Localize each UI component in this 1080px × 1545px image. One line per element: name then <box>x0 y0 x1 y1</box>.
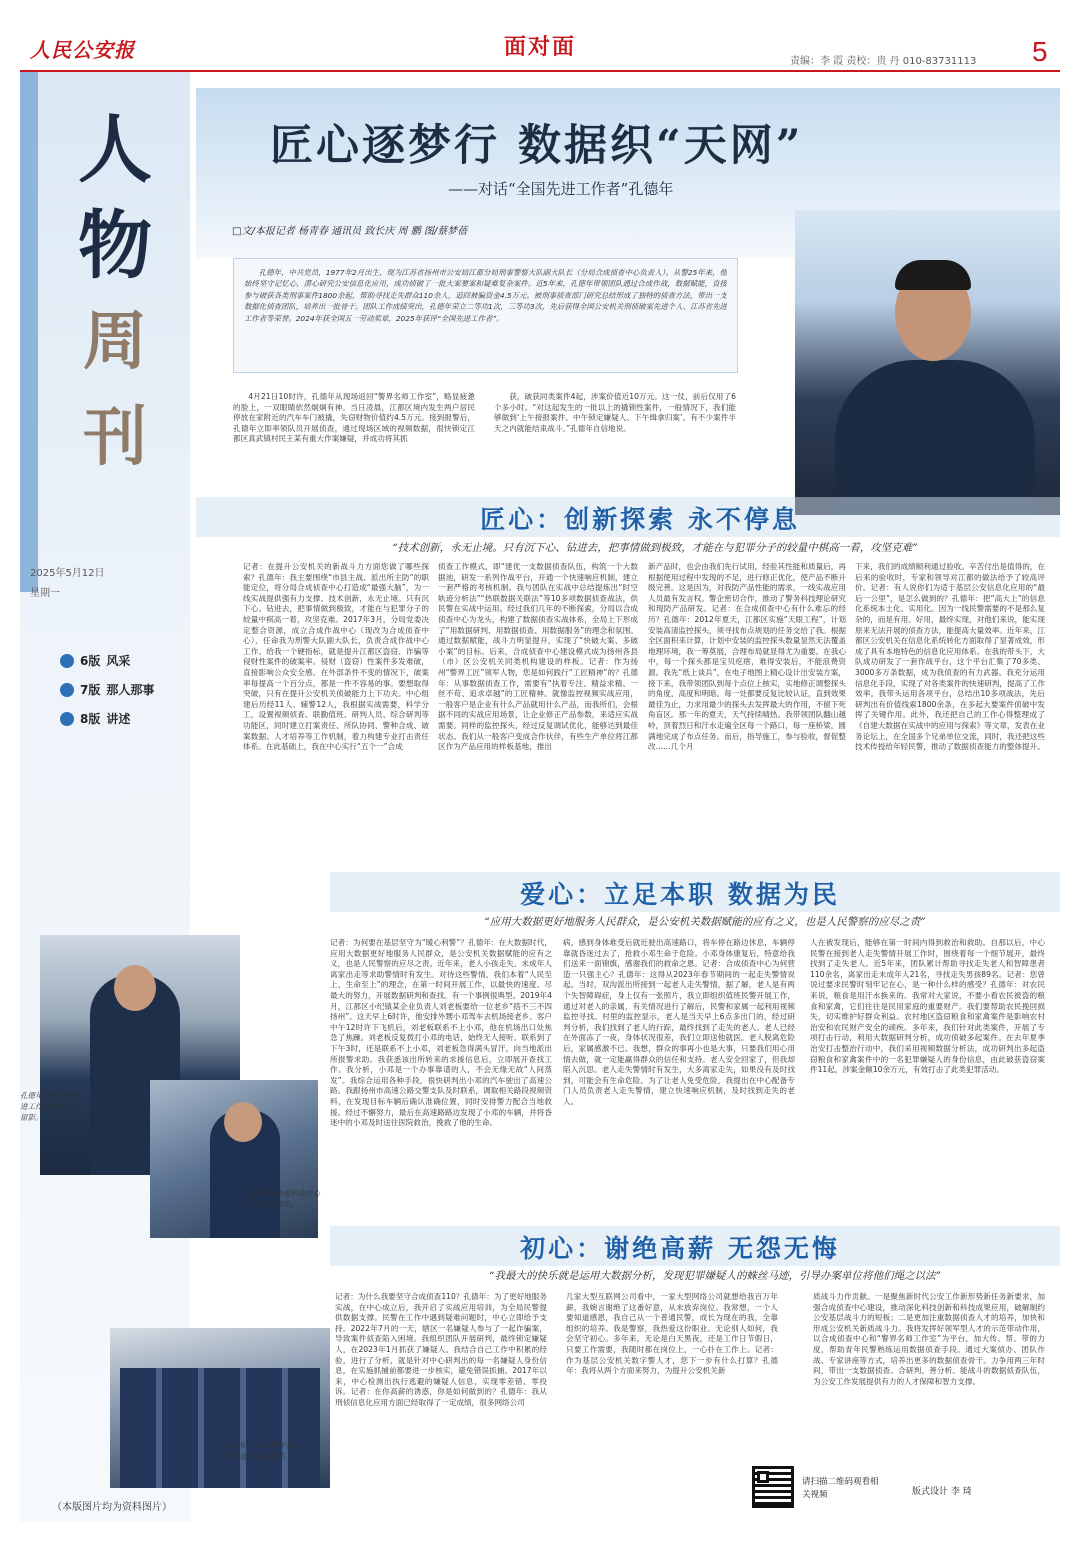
column-name: 面对面 <box>503 34 576 60</box>
vertical-section-title <box>60 102 170 486</box>
caption-analysis: 孔德年在合成侦查中心认真分析案件。 <box>245 1189 320 1209</box>
page-nav <box>60 652 180 727</box>
title-char-2: 物 <box>78 203 152 289</box>
section2-title: 爱心：立足本职 数据为民 <box>520 880 840 909</box>
nav-page-8: 8版 <box>80 712 101 726</box>
section1-quote: “技术创新，永无止境。只有沉下心、钻进去，把事情做到极致，才能在与犯罪分子的较量中棋高一着，攻坚克难” <box>392 542 918 554</box>
layout-designer: 版式设计 李 琦 <box>912 1487 972 1497</box>
column-title <box>440 30 640 61</box>
lead-right: 获，破获同类案件4起，涉案价值近10万元。这一仗，前后仅用了6个多小时。“对这起发生的一批以上的撬锁性案件，一般情况下，我们能够做到‘上午接报案件、中午锁定嫌疑人、下午缉拿归案’。有不少案件半天之内就能结束战斗。”孔德年自信地说。 <box>494 392 736 433</box>
photo-team <box>110 1328 330 1488</box>
caption-team: 孔德年与合成侦查中心同事交流研判案件。 <box>224 1441 299 1461</box>
lead-left: 4月21日10时许，孔德年从现场返回“警界名师工作室”，略显疲惫的脸上，一双眼睛依然炯炯有神。当日凌晨，江都区境内发生两户居民停放在家附近的汽车车门被撬，失窃财物价值约4.5万元。接到报警后，孔德年立即率领队员开展侦查，通过现场区域的视频数据，很快锁定江都区真武镇村民王某有重大作案嫌疑，并成功将其抓 <box>233 392 475 444</box>
qr-corner-icon <box>757 1471 769 1483</box>
section3-col1: 记者：为什么我要坚守合成侦查110？孔德年：为了更好地服务实战，在中心成立后，我开启了实战应用培训，为全局民警提供数据支撑。民警在工作中遇到疑难问题时，中心立即给予支持。2022年7月的一天，辖区一名嫌疑人参与了一起诈骗案，导致案件侦查陷入困境。我组织团队开展研判，最终锁定嫌疑人，在2023年1月抓获了嫌疑人。我结合自己工作中积累的经验，进行了分析，就是针对中心研判出的每一名嫌疑人身份信息，在实施抓捕前都要进一步核实，避免错误抓捕。2017年以来，中心检测出执行逃避的嫌疑人信息，实现零差错、零投诉。记者：在你高薪的诱惑，你是如何做到的？孔德年：我从刑侦信息化应用方面已经取得了一定成绩，很多网络公司 <box>335 1292 547 1458</box>
qr-label: 请扫描二维码观看相关视频 <box>802 1477 879 1500</box>
section3-col3: 质战斗力作贡献。一是聚焦新时代公安工作新形势新任务新要求，加强合成侦查中心建设，推动深化科技创新和科技成果应用，破解制约公安基层战斗力的短板；二是更加注重数据侦查人才的培养，加快和形成公安机关新质战斗力。我将发挥好领军型人才的示范带动作用，以合成侦查中心和“警界名师工作室”为平台，加大传、帮、带的力度，帮助青年民警熟练运用数据侦查手段。通过大案侦办、团队作战、专家讲座等方式，培养出更多的数据侦查骨干。力争用两三年时间，带出一支数据侦查、合研判、善分析、能战斗的数据侦查队伍，为公安工作发展提供有力的人才保障和智力支撑。 <box>813 1292 1045 1386</box>
article-subtitle: ——对话“全国先进工作者”孔德年 <box>448 180 674 198</box>
title-char-3: 周 <box>83 304 147 379</box>
newspaper-logo: 人民公安报 <box>30 38 135 62</box>
officer-head-2 <box>224 1102 262 1142</box>
section2-quote: “应用大数据更好地服务人民群众，是公安机关数据赋能的应有之义，也是人民警察的应尽之责” <box>484 916 926 928</box>
photo-note: （本版图片均为资料图片） <box>52 1502 172 1513</box>
nav-item-7[interactable] <box>60 681 180 698</box>
section3-quote: “我最大的快乐就是运用大数据分析，发现犯罪嫌疑人的蛛丝马迹，引导办案单位将他们绳之以法” <box>489 1270 941 1282</box>
photo-analysis <box>150 1080 318 1238</box>
intro-text: 孔德年，中共党员，1977年2月出生，现为江苏省扬州市公安局江都分局刑事警察大队副大队长（分局合成侦查中心负责人）。从警25年来，他始终坚守记忆心，潜心研究公安信息化应用，成功侦破了一批大案要案和疑难复杂案件。近5年来，孔德年带领团队通过合成作战，数据赋能，直接参与破获各类刑事案件1800余起，帮助寻找走失群众110余人，追回被骗资金4.5万元。被刑事侦查部门研究总结形成了独特的侦查方法，带出一支数据化侦查团队，培养出一批骨干。团队工作成绩突出，孔德年荣立二等功1次，三等功3次，先后获得全国公安机关刑侦破案先进个人、江苏省先进工作者等荣誉。2024年获全国五一劳动奖章，2025年获评“全国先进工作者”。 <box>244 268 727 323</box>
section2-col1: 记者：为何要在基层坚守为“暖心利警”？孔德年：在大数据时代，应用大数据更好地服务人民群众，是公安机关数据赋能的应有之义，也是人民警察的应尽之责。近年来，老人小孩走失、未成年人离家出走等求助警情时有发生。对待这些警情，我们本着“人民至上、生命至上”的理念，在第一时间开展工作，以最快的速度、尽最大的努力，开展数据研判和查找。有一个事例很典型。2019年4月，江都区小纪镇某企业负责人刘老板要给一位老乡“搭不三不四扬州”。这天早上6时许，他安排外甥小邓驾车去机场接老乡。客户中午12时许下飞机后，刘老板联系不上小邓，他在机场出口处焦急了焦躁。刘老板反复拨打小邓的电话，始终无人接听。联系到了下午3时，还是联系不上小邓，刘老板急得满头冒汗，向当地派出所报警求助。我获悉该出所转来的求援信息后，立即展开查找工作。我分析，小邓是一个办事靠谱的人，不会无缘无故“人间蒸发”。我综合运用各种手段，很快研判出小邓的汽车驶出了高速公路。我跟扬州市高速公路交警支队及时联系，调取相关路段视频资料，在发现目标车辆后确认准确位置，同时安排警力配合当地救援。经过不懈努力，最后在高速路路边发现了小邓的车辆，并将昏迷中的小邓及时送往医院救治，挽救了他的生命。 <box>330 938 552 1188</box>
portrait-kong-deniang <box>795 210 1060 515</box>
portrait-hair <box>895 260 971 290</box>
masthead <box>0 0 1080 72</box>
nav-page-7: 7版 <box>80 683 101 697</box>
qr-code[interactable] <box>752 1466 794 1508</box>
intro-box <box>233 258 738 373</box>
nav-page-6: 6版 <box>80 654 101 668</box>
byline: □文/本报记者 杨青春 通讯员 致长庆 周 鹏 图/蔡梦蓓 <box>232 226 468 237</box>
issue-date: 2025年5月12日 <box>30 568 105 579</box>
page-number: 5 <box>1032 36 1048 67</box>
nav-name-6: 风采 <box>106 654 131 668</box>
section3-title: 初心：谢绝高薪 无怨无悔 <box>520 1234 840 1263</box>
nav-name-8: 讲述 <box>106 712 131 726</box>
portrait-body <box>835 360 1035 515</box>
section1-title: 匠心：创新探索 永不停息 <box>480 505 800 534</box>
nav-bullet-icon <box>60 712 74 726</box>
caption-award: 孔德年参加全国先进工作者表彰大会留影。 <box>20 1091 80 1122</box>
nav-name-7: 那人那事 <box>106 683 155 697</box>
team-figures <box>120 1368 320 1488</box>
title-char-4: 刊 <box>83 400 147 475</box>
section1-col1: 记者：在提升公安机关的新战斗力方面您做了哪些探索？孔德年：我主要围绕“市县主战、派出所主防”的职能定位，将分局合成侦查中心打造成“最强大脑”，为一线实战提供强有力支撑。技术创新，永无止境。只有沉下心、钻进去，把事情做到极致，才能在与犯罪分子的较量中棋高一着，攻坚克难。2017年3月，分局党委决定整合资源，成立合成作战中心（现改为合成侦查中心），任命我为刑警大队副大队长，负责合成作战中心工作。给我一个硬指标，就是提升江都区盗窃、诈骗等侵财性案件的破案率。侵财（盗窃）性案件多发难破，直接影响公众安全感。在外部条件不变的情况下，破案率每提高一个百分点，都是一件不容易的事。要想取得突破，只有在提升公安机关侦破能力上下功夫。中心组建后历经11人、辅警12人，我根据实战需要，科学分工，设置视频侦查、联勤值班、研判人员、综合研判等功能区，同时建立打案责任、所队协同、警种合成、破案数据、人才培养等工作机制，着力构建专业打击责任体系。在此基础上，我在中心实行“五个一”合成 <box>243 562 429 752</box>
nav-item-8[interactable] <box>60 710 180 727</box>
sidebar <box>20 72 190 1522</box>
nav-bullet-icon <box>60 683 74 697</box>
section2-col3: 人在被发现后，能够在第一时间内得到救治和救助。自那以后，中心民警在接到老人走失警情开展工作时，围绕着每一个细节展开，最终找到了走失老人。近5年来，团队累计帮助寻找走失老人和智障患者110余名，离家出走未成年人21名，寻找走失男孩89名。记者：您曾说过要求民警时刻牢记在心，是一种什么样的感受？孔德年：对农民来说，粮食是用汗水换来的。我常对大家说，不要小看农民被盗的粮食和家禽，它们往往是民用家庭的重要财产。我们要帮助农民挽回损失，切实维护好群众利益。农村地区盗窃粮食和家禽案件是影响农村治安和农民财产安全的顽疾。多年来，我们针对此类案件，开展了专项打击行动，利用大数据研判分析，成功侦破多起案件。在去年夏季治安打击整治行动中，我们采用视频数据分析法，成功研判出多起盗窃粮食和家禽案件中的一名犯罪嫌疑人的身份信息，由此破获盗窃案件11起，涉案金额10余万元，有效打击了此类犯罪活动。 <box>810 938 1045 1075</box>
section1-col2: 侦查工作模式，即“建优一支数据侦查队伍，构筑一个大数据池，研发一系列作战平台，开通一个快速响应机制，建立一套严格的考核机制。我与团队在实战中总结提炼出“时空轨迹分析法”“热联数据关联法”等10多项数据侦查战法，供民警在实战中运用。经过我们几年的不断探索，分局以合成侦查中心为龙头，构建了数据侦查实战体系，全局上下形成了“用数据研判、用数据侦查、用数据服务”的理念和氛围。通过数据赋能，战斗力明显提升，实现了“快破大案、多破小案”的目标。后来，合成侦查中心建设模式成为扬州各县（市）区公安机关同类机构建设的样板。记者：作为扬州“警界工匠”领军人物，您是如何践行“工匠精神”的？孔德年：从事数据侦查工作，需要有“执着专注、精益求精、一丝不苟、追求卓越”的工匠精神。就像监控视频实战应用，一般客户是企业有什么产品就用什么产品，而我所们，会根据不同的实战应用场景，让企业修正产品参数，来适应实战需要。同样的监控探头，经过反复调试优化，能够达到最佳状态。我们从一般客户变成合作伙伴，有些生产单位将江都区作为产品应用的样板基地，推出 <box>438 562 638 752</box>
editor-info: 责编：李 霞 责校：贵 丹 010-83731113 <box>790 56 977 67</box>
nav-bullet-icon <box>60 654 74 668</box>
issue-weekday: 星期一 <box>30 588 60 599</box>
sidebar-top-band <box>20 72 38 592</box>
title-char-1: 人 <box>78 107 152 193</box>
section1-col3: 新产品时，也会由我们先行试用，经验其性能和质量后，再根据使用过程中发现的不足，进行修正优化，使产品不断升级完善。这是因为，对我防产品性能的需求，一线实战应用人员最有发言权。警企密切合作，推动了警务科技理论研究和现防产品研发。记者：在合成侦查中心有什么难忘的经历？孔德年：2012年夏天，江都区实施“天眼工程”，计划安装高清监控探头，须寻找布点规划的任务交给了我。根据全区面积来计算，计划中安装的监控探头数量显然无法覆盖地理环境，我一筹莫展，合理布局就显得尤为重要。在我心中，每一个探头都是宝贝疙瘩，难得安装后，不能浪费资源。我先“纸上谈兵”，在电子地图上精心设计出安装方案，接下来，我带领团队到每个点位上核实，实地修正调整探头的角度，高度和明暗。每一处都要反复比较认证，直到效果最佳为止，力求用最少的探头去发挥最大的作用，不留下死角盲区。那一年的夏天，天气持续晴热。我带领团队翻山越岭，顶着烈日和汗水走遍全区每一个路口，每一座桥梁，圆满地完成了布点任务。而后，指导施工，参与验收，督促整改……几个月 <box>648 562 846 752</box>
section3-col2: 几家大型互联网公司看中，一家大型网络公司就想给我百万年薪，我婉言谢绝了这番好意，从未放弃岗位。我常想，一个人要知道感恩，我自己从一个普通民警，成长为现在的我，全靠组织的培养。我是警察，我热爱这份职业。无论别人如何，我会坚守初心。多年来，无论是白天黑夜，还是工作日节假日，只要工作需要，我随时都在岗位上，一心扑在工作上。记者：作为基层公安机关数字警人才，您下一步有什么打算？孔德年：我将从两个方面来努力，为提升公安机关新 <box>566 1292 778 1376</box>
article-title: 匠心逐梦行 数据织“天网” <box>270 121 804 171</box>
section1-col4: 下来，我们的成绩顺利通过验收。辛苦付出是值得的，在后来的验收时，专家和领导对江都的做法给予了较高评价。记者：有人说你们为适于基层公安信息化应用的“最后一公里”，是怎么做到的？孔德年：把“高大上”的信息化系统本土化、实用化。因为一线民警需要的不是那么复杂的，而是有用、好用，最终实现，对他们来说，能实现原来无法开展的侦查方法，能提高大量效率。近年来，江都区公安机关在信息化系统转化方面取得了显著成效，形成了具有本地特色的信息化应用体系。在我的带头下，大队成功研发了一套作战平台，这个平台汇集了70多类、3000多万条数据，成为我侦查的有力武器。我充分运用信息化手段，实现了对各类案件的快速研判，提高了工作效率。我带头运用各项平台，总结出10多项战法，先后研判出有价值线索1800余条，在多起大要案件侦破中发挥了关键作用。此外，我还把自己的工作心得整理成了《自建大数据在实战中的应用与探索》等文章，发表在业务论坛上，在全国多个兄弟单位交流，同时，我还把这些技术传授给年轻民警，推动了数据侦查能力的整体提升。 <box>855 562 1045 752</box>
nav-item-6[interactable] <box>60 652 180 669</box>
section2-col2: 病，感到身体难受后就近驶出高速路口，将车停在路边休息，车辆停靠就昏迷过去了，抢救小邓生命于危险。小邓身体康复后，特意给我们送来一面锦旗，感谢我们的救命之恩。记者：合成侦查中心为何营造一只强主心？孔德年：这得从2023年春节期间的一起走失警情说起。当时，双沟派出所接到一起老人走失警情，据了解，老人是有两个失智障碍症，身上仅有一张照片，我立即组织值班民警开展工作，通过对老人的亲属，有关情况进行了解后，民警和家属一起利用视频监控寻找。村里的监控显示，老人是当天早上6点多出门的，经过研判分析，我们找到了老人的行踪，最终找到了走失的老人。老人已经在外面冻了一夜，身体状况很差，我们立即送他就医。老人脱离危险后，家属感激不已。我想，群众的事再小也是大事，只要我们用心用情去做，就一定能赢得群众的信任和支持。老人安全回家了，但我却陷入沉思。老人走失警情时有发生，大多离家走失，如果没有及时找到，可能会有生命危险。为了让老人免受危险，我提出在中心配备专门人员负责老人走失警情，建立快速响应机制，及时找到走失的老人。 <box>563 938 795 1106</box>
officer-head <box>114 965 156 1011</box>
